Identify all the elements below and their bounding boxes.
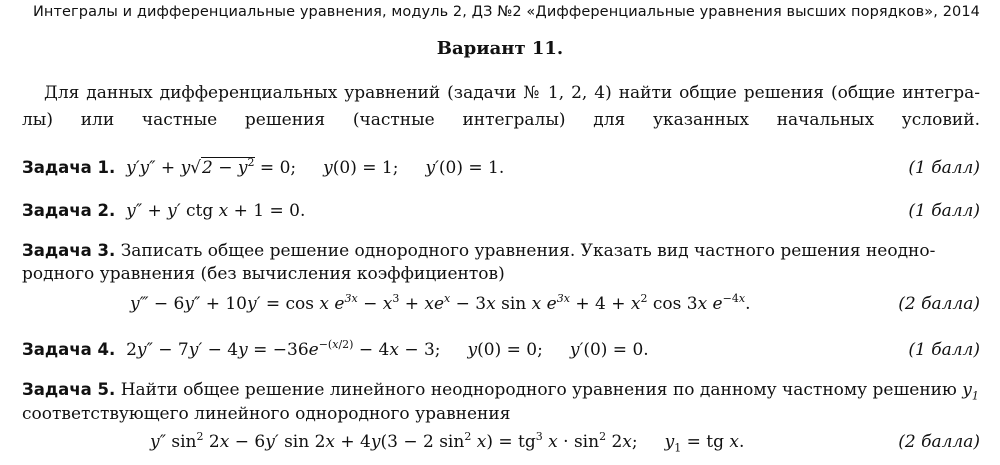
intro-paragraph xyxy=(22,80,980,134)
intro-line-1: Для данных дифференциальных уравнений (задачи № 1, 2, 4) найти общие решения (общие интегра- xyxy=(44,83,980,103)
task-1-equation: $y'y'' + y√2 - y^2 = 0$; y(0) = 1; y′(0) = 1. xyxy=(120,156,505,178)
task-1-points: (1 балл) xyxy=(908,158,980,178)
task-2 xyxy=(22,201,980,221)
task-2-points: (1 балл) xyxy=(908,201,980,221)
task-4-points: (1 балл) xyxy=(908,340,980,360)
task-3-points: (2 балла) xyxy=(898,294,980,314)
task-2-label: Задача 2. xyxy=(22,201,116,220)
task-5-text-line-2: соответствующего линейного однородного уравнения xyxy=(22,404,511,424)
intro-line-2: лы) или частные решения (частные интегралы) для указанных начальных условий. xyxy=(22,110,980,130)
task-3-text-line-1: Записать общее решение однородного уравнения. Указать вид частного решения неодно- xyxy=(120,241,936,261)
task-1-label: Задача 1. xyxy=(22,158,116,177)
task-3-text-line-2: родного уравнения (без вычисления коэффициентов) xyxy=(22,264,505,284)
task-4 xyxy=(22,340,980,360)
task-5-label: Задача 5. xyxy=(22,380,116,399)
task-3-label: Задача 3. xyxy=(22,241,116,260)
task-3 xyxy=(22,241,980,321)
task-3-equation: y‴ − 6y″ + 10y′ = cos x $e^{3x} - x^3 + xe^x - 3x$ sin x $e^{3x} + 4 + x^2$ cos 3x $e^{-4x}$. xyxy=(130,292,751,314)
task-5-points: (2 балла) xyxy=(898,432,980,452)
task-5-equation: y″ $\sin^2 2x - 6y'$ sin 2x + 4y(3 − 2 $\sin^2 x) = tg^3$ $x \cdot \sin^2 2x$; $y_1$ = tg x. xyxy=(150,430,745,455)
task-1 xyxy=(22,158,980,178)
task-5 xyxy=(22,380,980,460)
task-5-y1: $y_1$ xyxy=(962,380,979,403)
variant-title: Вариант 11. xyxy=(436,38,564,59)
task-4-equation: $2y'' - 7y' - 4y = -36e^{-(x/2)} - 4x - 3$; y(0) = 0; y′(0) = 0. xyxy=(126,338,649,360)
page-header: Интегралы и дифференциальные уравнения, модуль 2, ДЗ №2 «Дифференциальные уравнения высших порядков», 2014 xyxy=(32,4,980,20)
task-5-text-line-1: Найти общее решение линейного неоднородного уравнения по данному частному решению xyxy=(120,380,957,400)
task-2-equation: y″ + y′ ctg x + 1 = 0. xyxy=(120,201,306,221)
task-4-label: Задача 4. xyxy=(22,340,116,359)
